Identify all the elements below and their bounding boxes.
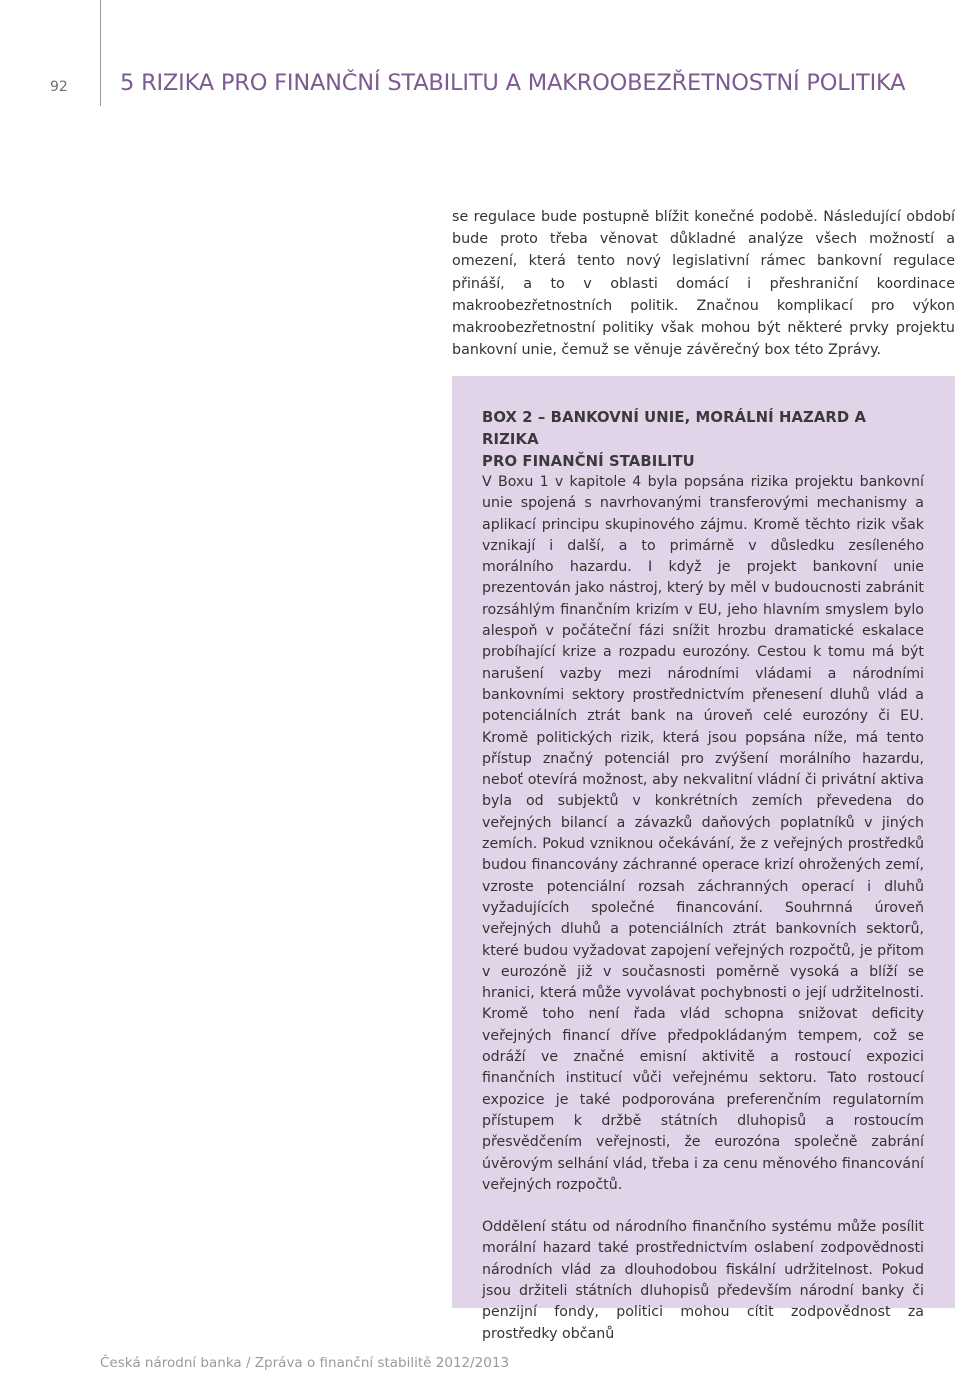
- main-text-column: [452, 206, 955, 361]
- box-title-line-2: PRO FINANČNÍ STABILITU: [482, 453, 695, 470]
- chapter-title: 5 RIZIKA PRO FINANČNÍ STABILITU A MAKROOBEZŘETNOSTNÍ POLITIKA: [120, 70, 906, 96]
- box-paragraph-2: Oddělení státu od národního finančního systému může posílit morální hazard také prostřednictvím oslabení zodpovědnosti národních vlád za dlouhodobou fiskální udržitelnost. Pokud jsou držiteli státních dluhopisů především národní banky či penzijní fondy, politici mohou cítit zodpovědnost za prostředky občanů: [482, 1219, 924, 1342]
- box-body: [482, 472, 924, 1345]
- page-footer: Česká národní banka / Zpráva o finanční stabilitě 2012/2013: [100, 1355, 510, 1371]
- header-divider: [100, 0, 101, 106]
- box-paragraph-1: V Boxu 1 v kapitole 4 byla popsána rizika projektu bankovní unie spojená s navrhovanými transferovými mechanismy a aplikací principu skupinového zájmu. Kromě těchto rizik však vznikají i další, a to primárně v důsledku zesíleného morálního hazardu. I když je projekt bankovní unie prezentován jako nástroj, který by měl v budoucnosti zabránit rozsáhlým finančním krizím v EU, jeho hlavním smyslem bylo alespoň v počáteční fázi snížit hrozbu dramatické eskalace probíhající krize a rozpadu eurozóny. Cestou k tomu má být narušení vazby mezi národními vládami a národními bankovními sektory prostřednictvím přenesení dluhů vlád a potenciálních ztrát bank na úroveň celé eurozóny či EU. Kromě politických rizik, která jsou popsána níže, má tento přístup značný potenciál pro zvýšení morálního hazardu, neboť otevírá možnost, aby nekvalitní vládní či privátní aktiva byla od subjektů v konkrétních zemích převedena do veřejných bilancí a závazků daňových poplatníků v jiných zemích. Pokud vzniknou očekávání, že z veřejných prostředků budou financovány záchranné operace krizí ohrožených zemí, vzroste potenciální rozsah záchranných operací i dluhů vyžadujících společné financování. Souhrnná úroveň veřejných dluhů a potenciálních ztrát bankovních sektorů, které budou vyžadovat zapojení veřejných rozpočtů, je přitom v eurozóně již v současnosti poměrně vysoká a blíží se hranici, která může vyvolávat pochybnosti o její udržitelnosti. Kromě toho není řada vlád schopna snižovat deficity veřejných financí dříve předpokládaným tempem, což se odráží ve značné emisní aktivitě a rostoucí expozici finančních institucí vůči veřejnému sektoru. Tato rostoucí expozice je také podporována preferenčním regulatorním přístupem k držbě státních dluhopisů a rostoucím přesvědčením veřejnosti, že eurozóna společně zabrání úvěrovým selhání vlád, třeba i za cenu měnového financování veřejných rozpočtů.: [482, 474, 924, 1193]
- main-paragraph: se regulace bude postupně blížit konečné podobě. Následující období bude proto třeba věnovat důkladné analýze všech možností a omezení, která tento nový legislativní rámec bankovní regulace přináší, a to v oblasti domácí i přeshraniční koordinace makroobezřetnostních politik. Značnou komplikací pro výkon makroobezřetnostní politiky však mohou být některé prvky projektu bankovní unie, čemuž se věnuje závěrečný box této Zprávy.: [452, 209, 955, 359]
- page-number: 92: [50, 79, 68, 95]
- box-title: [482, 407, 922, 473]
- box-2-panel: [452, 376, 955, 1342]
- box-title-line-1: BOX 2 – BANKOVNÍ UNIE, MORÁLNÍ HAZARD A RIZIKA: [482, 409, 867, 448]
